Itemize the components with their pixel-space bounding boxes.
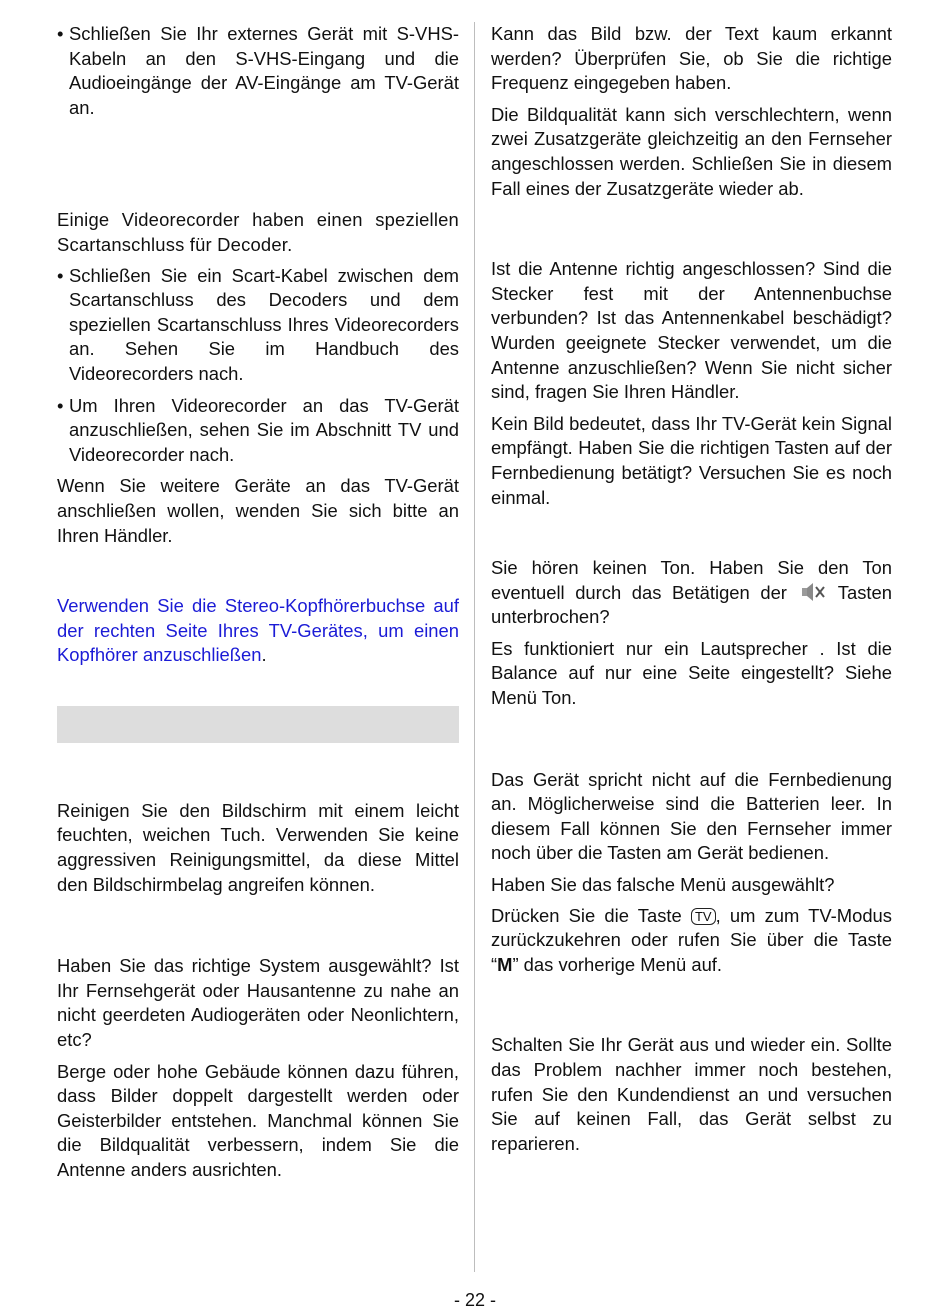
left-column [57,22,459,1183]
headphone-note-period: . [261,644,267,666]
mute-speaker-icon [800,581,826,603]
press-tv-text [491,904,892,978]
service-text: Schalten Sie Ihr Gerät aus und wieder ein. Sollte das Problem nachher immer noch bestehen, rufen Sie den Kundendienst an und versuchen Sie auf keinen Fall, das Gerät selbst zu reparieren. [491,1034,892,1154]
bullet-svhs: • Schließen Sie Ihr externes Gerät mit S-VHS-Kabeln an den S-VHS-Eingang und die Audioeingänge der AV-Eingänge am TV-Gerät an. [57,22,459,120]
no-picture-text: Kein Bild bedeutet, dass Ihr TV-Gerät kein Signal empfängt. Haben Sie die richtigen Tasten auf der Fernbedienung betätigt? Versuchen Sie es noch einmal. [491,412,892,508]
bullet-scart: • Schließen Sie ein Scart-Kabel zwischen dem Scartanschluss des Decoders und dem speziellen Scartanschluss Ihres Videorecorders an. Sehen Sie im Handbuch des Videorecorders nach. [57,264,459,387]
page-number: - 22 - [453,1290,496,1310]
press-part-a: Drücken Sie die Taste [491,904,682,926]
tv-key-icon: TV [691,908,716,925]
no-sound-part-b: Tasten unterbrochen? [491,581,892,628]
remote-text: Das Gerät spricht nicht auf die Fernbedienung an. Möglicherweise sind die Batterien leer. In diesem Fall können Sie den Fernseher immer noch über die Tasten am Gerät bedienen. [491,768,892,864]
headphone-note [57,594,459,668]
press-part-b: , um zum TV-Modus zurückzukehren oder rufen Sie über die Taste “ [491,904,892,975]
two-devices-text: Die Bildqualität kann sich verschlechtern, wenn zwei Zusatzgeräte gleichzeitig an den Fernseher angeschlossen werden. Schließen Sie in diesem Fall eines der Zusatzgeräte wieder ab. [491,103,892,199]
press-part-c: ” das vorherige Menü auf. [512,953,723,975]
antenna-text: Ist die Antenne richtig angeschlossen? Sind die Stecker fest mit der Antennenbuchse verbunden? Ist das Antennenkabel beschädigt? Wurden geeignete Stecker verwendet, um die Antenne anzuschließen? Wenn Sie nicht sicher sind, fragen Sie Ihren Händler. [491,258,892,403]
cleaning-text: Reinigen Sie den Bildschirm mit einem leicht feuchten, weichen Tuch. Verwenden Sie keine aggressiven Reinigungsmittel, da diese Mittel den Bildschirmbelag angreifen können. [57,799,459,895]
headphone-note-text: Verwenden Sie die Stereo-Kopfhörerbuchse auf der rechten Seite Ihres TV-Gerätes, um einen Kopfhörer anzuschließen [57,595,459,666]
dealer-note: Wenn Sie weitere Geräte an das TV-Gerät anschließen wollen, wenden Sie sich bitte an Ihren Händler. [57,475,459,546]
system-check-text: Haben Sie das richtige System ausgewählt? Ist Ihr Fernsehgerät oder Hausantenne zu nahe an nicht geerdeten Audiogeräten oder Neonlichtern, etc? [57,955,459,1051]
column-divider [474,22,475,1272]
frequency-text: Kann das Bild bzw. der Text kaum erkannt werden? Überprüfen Sie, ob Sie die richtige Frequenz eingegeben haben. [491,23,892,94]
m-key-label: M [497,953,513,975]
wrong-menu-text: Haben Sie das falsche Menü ausgewählt? [491,874,835,896]
no-sound-text [491,556,892,630]
right-column [491,22,892,1156]
one-speaker-text: Es funktioniert nur ein Lautsprecher . Ist die Balance auf nur eine Seite eingestellt? Siehe Menü Ton. [491,637,892,709]
gray-section-bar [57,706,459,743]
bullet-vcr: • Um Ihren Videorecorder an das TV-Gerät anzuschließen, sehen Sie im Abschnitt TV und Videorecorder nach. [57,394,459,468]
decoder-intro: Einige Videorecorder haben einen speziellen Scartanschluss für Decoder. [57,209,459,255]
ghosting-text: Berge oder hohe Gebäude können dazu führen, dass Bilder doppelt dargestellt werden oder Geisterbilder entstehen. Manchmal können Sie die Bildqualität verbessern, indem Sie die Antenne anders ausrichten. [57,1060,459,1180]
no-sound-part-a: Sie hören keinen Ton. Haben Sie den Ton eventuell durch das Betätigen der [491,557,892,603]
